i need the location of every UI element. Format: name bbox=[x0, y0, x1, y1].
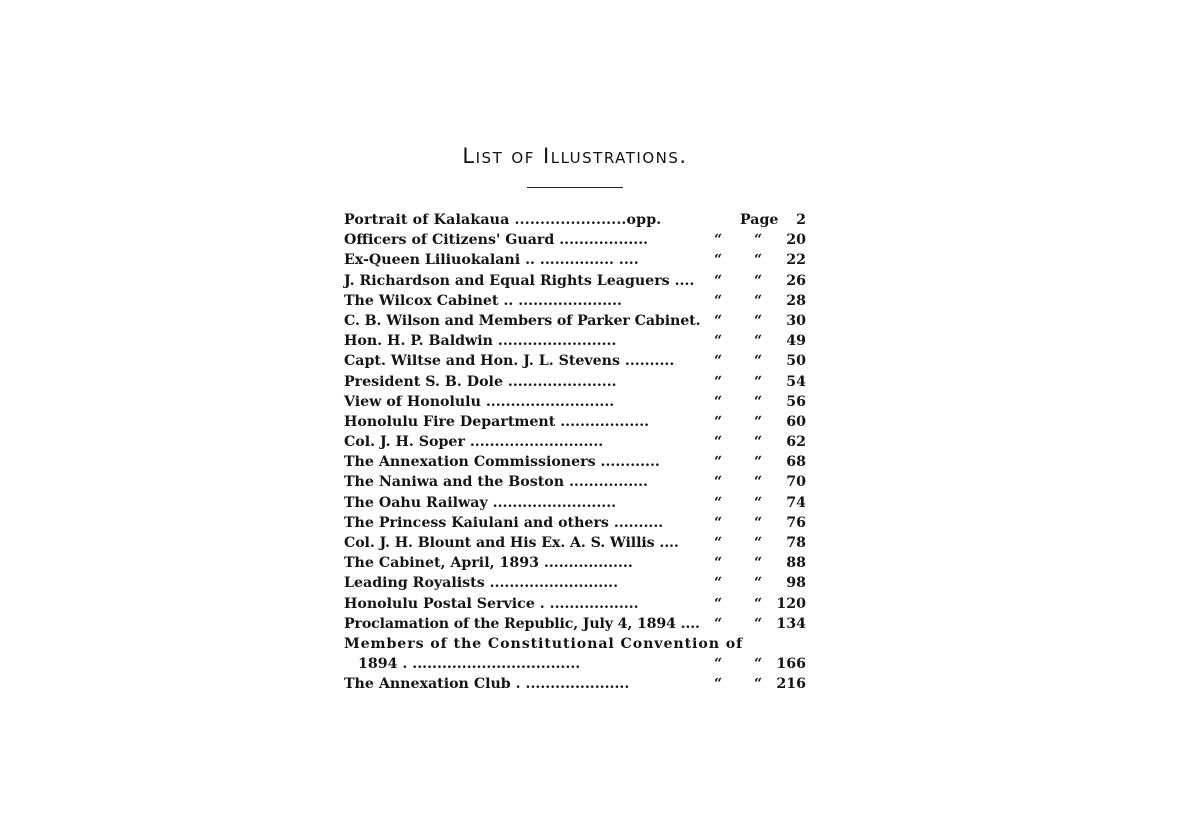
entry-title: Leading Royalists .......................... bbox=[344, 575, 619, 592]
ditto-mark: “ bbox=[754, 676, 763, 693]
entry-title: Hon. H. P. Baldwin ........................ bbox=[344, 333, 617, 350]
page-number: 56 bbox=[786, 393, 806, 410]
entry-title: Proclamation of the Republic, July 4, 1894 .... bbox=[344, 615, 700, 632]
page-number: 88 bbox=[786, 555, 806, 572]
list-item bbox=[344, 553, 810, 573]
list-item bbox=[344, 271, 810, 291]
entry-title: Portrait of Kalakaua ......................opp. bbox=[344, 212, 662, 228]
ditto-mark: “ bbox=[714, 555, 723, 572]
entry-title: The Annexation Commissioners ............ bbox=[344, 454, 660, 471]
ditto-mark: “ bbox=[754, 615, 763, 632]
entry-title: Ex-Queen Liliuokalani .. ............... .... bbox=[344, 252, 639, 269]
page-number: 20 bbox=[786, 232, 806, 249]
ditto-mark: “ bbox=[714, 353, 723, 370]
ditto-mark: “ bbox=[754, 232, 763, 249]
list-item bbox=[344, 230, 810, 250]
ditto-mark: “ bbox=[754, 292, 763, 309]
list-item bbox=[344, 594, 810, 614]
ditto-mark: “ bbox=[714, 252, 723, 269]
page-number: 50 bbox=[786, 353, 806, 370]
ditto-mark: “ bbox=[754, 312, 763, 329]
entry-title: The Princess Kaiulani and others .......... bbox=[344, 514, 664, 531]
page-number: 26 bbox=[786, 272, 806, 289]
entry-title: The Naniwa and the Boston ................ bbox=[344, 474, 648, 491]
entry-title: President S. B. Dole ...................... bbox=[344, 373, 617, 390]
page-number: 28 bbox=[786, 292, 806, 309]
ditto-mark: “ bbox=[754, 555, 763, 572]
entry-title: Honolulu Fire Department .................. bbox=[344, 413, 650, 430]
ditto-mark: “ bbox=[714, 292, 723, 309]
ditto-mark: “ bbox=[714, 474, 723, 491]
ditto-mark: “ bbox=[714, 232, 723, 249]
page-label: Page bbox=[740, 212, 779, 228]
entry-title: The Cabinet, April, 1893 .................. bbox=[344, 555, 633, 572]
ditto-mark: “ bbox=[714, 494, 723, 511]
entry-title: Col. J. H. Blount and His Ex. A. S. Willis .... bbox=[344, 535, 679, 551]
entry-title: Col. J. H. Soper ........................... bbox=[344, 434, 604, 451]
ditto-mark: “ bbox=[754, 373, 763, 390]
page-number: 54 bbox=[786, 373, 806, 390]
ditto-mark: “ bbox=[754, 272, 763, 289]
ditto-mark: “ bbox=[714, 312, 723, 329]
ditto-mark: “ bbox=[754, 454, 763, 471]
title-rule bbox=[527, 187, 623, 188]
entry-title: The Annexation Club . ..................... bbox=[344, 676, 630, 693]
page-number: 70 bbox=[786, 474, 806, 491]
list-item bbox=[344, 311, 810, 331]
page-number: 60 bbox=[786, 413, 806, 430]
illustrations-list bbox=[344, 210, 810, 695]
entry-title: The Wilcox Cabinet .. ..................... bbox=[344, 292, 622, 309]
ditto-mark: “ bbox=[714, 393, 723, 410]
page-number: 22 bbox=[786, 252, 806, 269]
ditto-mark: “ bbox=[754, 353, 763, 370]
list-item bbox=[344, 432, 810, 452]
list-item bbox=[344, 210, 810, 230]
entry-title: The Oahu Railway ......................... bbox=[344, 494, 617, 511]
page-number: 216 bbox=[776, 676, 806, 693]
ditto-mark: “ bbox=[714, 595, 723, 612]
ditto-mark: “ bbox=[714, 676, 723, 693]
list-item bbox=[344, 472, 810, 492]
list-item bbox=[344, 291, 810, 311]
page-number: 2 bbox=[796, 212, 806, 228]
ditto-mark: “ bbox=[754, 514, 763, 531]
list-item bbox=[344, 513, 810, 533]
entry-title-continuation: 1894 . .................................. bbox=[358, 656, 581, 673]
ditto-mark: “ bbox=[754, 474, 763, 491]
page-number: 134 bbox=[776, 615, 806, 632]
page-number: 30 bbox=[786, 312, 806, 329]
ditto-mark: “ bbox=[714, 656, 723, 673]
page-number: 68 bbox=[786, 454, 806, 471]
page-number: 120 bbox=[776, 595, 806, 612]
entry-title: C. B. Wilson and Members of Parker Cabinet. bbox=[344, 312, 701, 329]
list-item bbox=[344, 493, 810, 513]
list-item bbox=[344, 372, 810, 392]
entry-title: Honolulu Postal Service . .................. bbox=[344, 595, 639, 612]
list-item bbox=[344, 614, 810, 634]
list-item bbox=[344, 674, 810, 694]
ditto-mark: “ bbox=[714, 615, 723, 632]
list-item bbox=[344, 533, 810, 553]
ditto-mark: “ bbox=[714, 454, 723, 471]
list-item bbox=[344, 654, 810, 674]
entry-title: View of Honolulu .......................... bbox=[344, 393, 615, 410]
ditto-mark: “ bbox=[754, 333, 763, 350]
ditto-mark: “ bbox=[754, 656, 763, 673]
list-item bbox=[344, 392, 810, 412]
entry-title: Capt. Wiltse and Hon. J. L. Stevens .......... bbox=[344, 353, 675, 370]
list-item bbox=[344, 331, 810, 351]
page-number: 166 bbox=[776, 656, 806, 673]
page-number: 98 bbox=[786, 575, 806, 592]
list-item bbox=[344, 412, 810, 432]
ditto-mark: “ bbox=[714, 373, 723, 390]
page-number: 78 bbox=[786, 535, 806, 551]
ditto-mark: “ bbox=[714, 333, 723, 350]
ditto-mark: “ bbox=[714, 272, 723, 289]
ditto-mark: “ bbox=[754, 494, 763, 511]
ditto-mark: “ bbox=[754, 413, 763, 430]
ditto-mark: “ bbox=[754, 575, 763, 592]
entry-title: Officers of Citizens' Guard .................. bbox=[344, 232, 649, 249]
list-item bbox=[344, 250, 810, 270]
page-title: List of Illustrations. bbox=[462, 144, 688, 168]
ditto-mark: “ bbox=[754, 535, 763, 551]
ditto-mark: “ bbox=[754, 393, 763, 410]
ditto-mark: “ bbox=[714, 413, 723, 430]
list-item bbox=[344, 351, 810, 371]
ditto-mark: “ bbox=[714, 575, 723, 592]
ditto-mark: “ bbox=[754, 434, 763, 451]
ditto-mark: “ bbox=[714, 434, 723, 451]
list-item bbox=[344, 573, 810, 593]
page-number: 62 bbox=[786, 434, 806, 451]
ditto-mark: “ bbox=[714, 535, 723, 551]
entry-title: J. Richardson and Equal Rights Leaguers .... bbox=[344, 272, 695, 289]
ditto-mark: “ bbox=[754, 595, 763, 612]
page-number: 74 bbox=[786, 494, 806, 511]
ditto-mark: “ bbox=[754, 252, 763, 269]
page-number: 49 bbox=[786, 333, 806, 350]
list-item bbox=[344, 452, 810, 472]
list-item bbox=[344, 634, 810, 654]
page-number: 76 bbox=[786, 514, 806, 531]
entry-title: Members of the Constitutional Convention of bbox=[344, 635, 744, 652]
ditto-mark: “ bbox=[714, 514, 723, 531]
